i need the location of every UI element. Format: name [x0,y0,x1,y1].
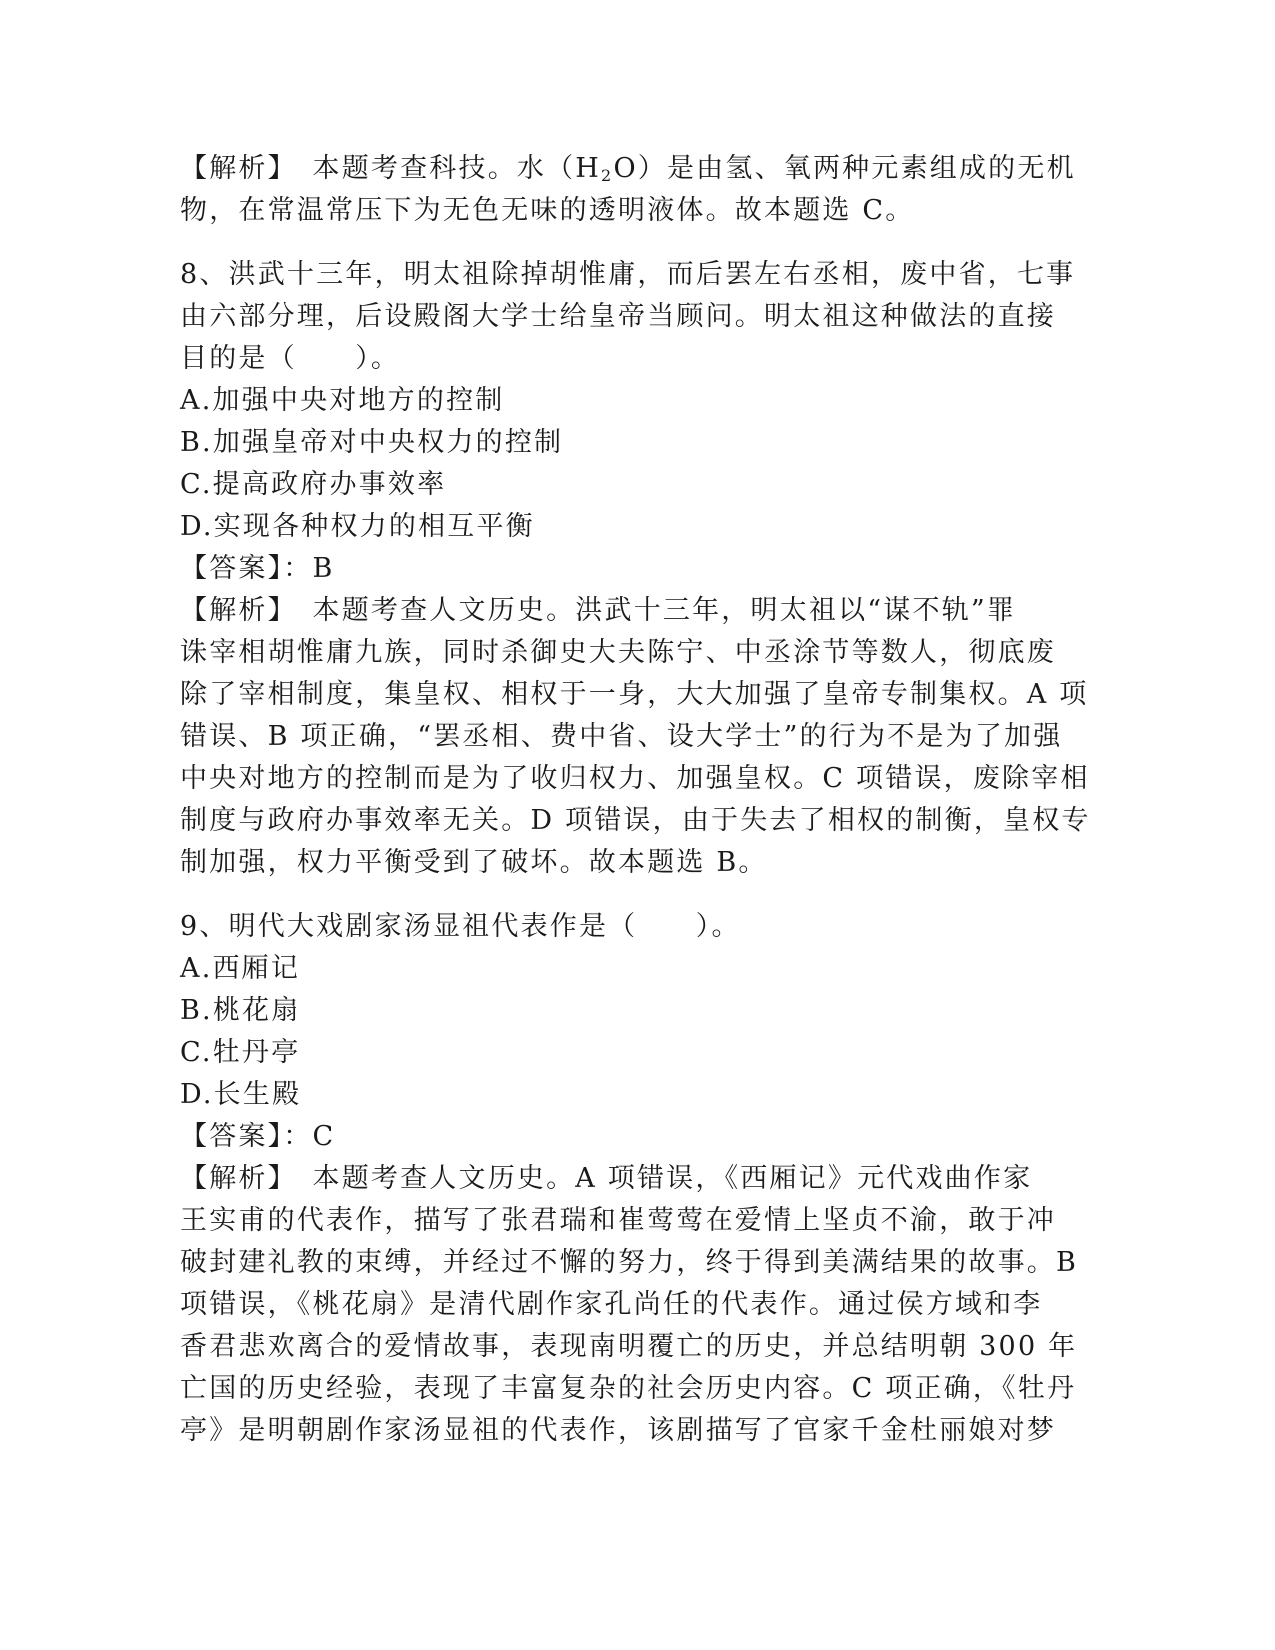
document-page [180,148,1100,1452]
explanation-line: 制度与政府办事效率无关。D 项错误，由于失去了相权的制衡，皇权专 [180,805,1091,836]
explanation-line: 中央对地方的控制而是为了收归权力、加强皇权。C 项错误，废除宰相 [180,763,1090,794]
explanation-line: 【解析】 本题考查人文历史。A 项错误，《西厢记》元代戏曲作家 [180,1163,1033,1194]
option-c: C.提高政府办事效率 [180,469,447,500]
option-d: D.长生殿 [180,1079,302,1110]
explanation-line: 【解析】 本题考查人文历史。洪武十三年，明太祖以“谋不轨”罪 [180,595,1017,626]
text-span: O）是由氢、氧两种元素组成的无机 [613,153,1076,184]
explanation-line: 亡国的历史经验，表现了丰富复杂的社会历史内容。C 项正确，《牡丹 [180,1373,1077,1404]
question-stem-line: 8、洪武十三年，明太祖除掉胡惟庸，而后罢左右丞相，废中省，七事 [180,259,1076,290]
explanation-line: 王实甫的代表作，描写了张君瑞和崔莺莺在爱情上坚贞不渝，敢于冲 [180,1205,1056,1236]
option-b: B.桃花扇 [180,995,301,1026]
answer-line: 【答案】：B [180,553,335,584]
option-a: A.加强中央对地方的控制 [180,385,505,416]
text-line: 物，在常温常压下为无色无味的透明液体。故本题选 C。 [180,195,915,226]
subscript: 2 [601,166,614,185]
option-b: B.加强皇帝对中央权力的控制 [180,427,564,458]
question-9 [180,906,1100,1452]
q7-explanation [180,148,1100,232]
explanation-line: 项错误，《桃花扇》是清代剧作家孔尚任的代表作。通过侯方域和李 [180,1289,1043,1320]
explanation-line: 错误、B 项正确，“罢丞相、费中省、设大学士”的行为不是为了加强 [180,721,1063,752]
option-d: D.实现各种权力的相互平衡 [180,511,535,542]
option-c: C.牡丹亭 [180,1037,301,1068]
explanation-line: 亭》是明朝剧作家汤显祖的代表作，该剧描写了官家千金杜丽娘对梦 [180,1415,1056,1446]
question-8 [180,254,1100,884]
explanation-line: 制加强，权力平衡受到了破坏。故本题选 B。 [180,847,768,878]
answer-line: 【答案】：C [180,1121,336,1152]
explanation-line: 除了宰相制度，集皇权、相权于一身，大大加强了皇帝专制集权。A 项 [180,679,1089,710]
question-stem-line: 由六部分理，后设殿阁大学士给皇帝当顾问。明太祖这种做法的直接 [180,301,1056,332]
explanation-line: 香君悲欢离合的爱情故事，表现南明覆亡的历史，并总结明朝 300 年 [180,1331,1078,1362]
question-stem-line: 目的是（ ）。 [180,343,401,374]
text-line [180,148,1100,190]
explanation-line: 诛宰相胡惟庸九族，同时杀御史大夫陈宁、中丞涂节等数人，彻底废 [180,637,1056,668]
text-span: 【解析】 本题考查科技。水（H [180,153,602,184]
explanation-line: 破封建礼教的束缚，并经过不懈的努力，终于得到美满结果的故事。B [180,1247,1079,1278]
option-a: A.西厢记 [180,953,301,984]
question-stem-line: 9、明代大戏剧家汤显祖代表作是（ ）。 [180,911,741,942]
